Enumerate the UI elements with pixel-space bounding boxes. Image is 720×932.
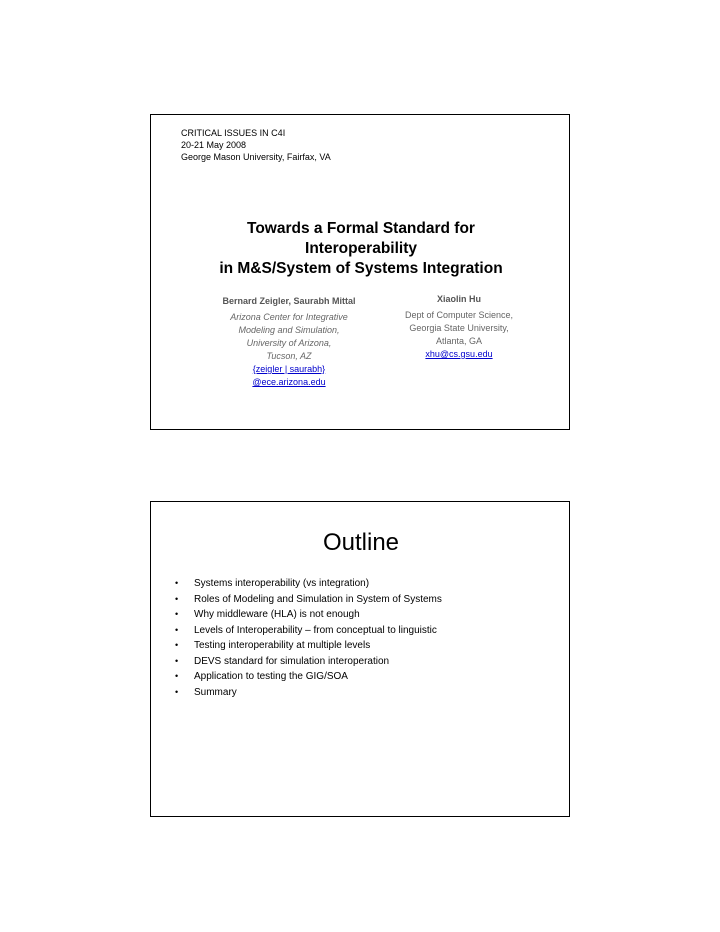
affiliation-line: Atlanta, GA bbox=[435, 336, 483, 346]
affiliation-line: Modeling and Simulation, bbox=[238, 325, 340, 335]
outline-slide bbox=[150, 501, 570, 817]
list-item-text: DEVS standard for simulation interoperation bbox=[194, 655, 390, 667]
email-link[interactable]: xhu@cs.gsu.edu bbox=[425, 349, 493, 359]
list-item-text: Levels of Interoperability – from conceptual to linguistic bbox=[194, 624, 437, 636]
email-link[interactable]: @ece.arizona.edu bbox=[252, 377, 326, 387]
list-item bbox=[175, 607, 442, 623]
list-item bbox=[175, 592, 442, 608]
affiliation-line: Arizona Center for Integrative bbox=[230, 312, 348, 322]
list-item bbox=[175, 669, 442, 685]
title-line: Interoperability bbox=[305, 240, 417, 257]
list-item-text: Roles of Modeling and Simulation in System of Systems bbox=[194, 593, 442, 605]
title-slide bbox=[150, 114, 570, 430]
bullet-icon: • bbox=[175, 686, 179, 697]
author-block-left bbox=[199, 295, 379, 389]
slide-title: Outline bbox=[322, 529, 400, 556]
bullet-icon: • bbox=[175, 671, 179, 681]
bullet-list bbox=[175, 576, 442, 700]
conference-location: George Mason University, Fairfax, VA bbox=[181, 152, 331, 162]
author-name: Xiaolin Hu bbox=[436, 294, 481, 304]
presentation-title bbox=[151, 219, 571, 279]
title-line: in M&S/System of Systems Integration bbox=[219, 260, 503, 277]
author-name: Bernard Zeigler, Saurabh Mittal bbox=[222, 296, 356, 306]
title-line: Towards a Formal Standard for bbox=[247, 220, 475, 237]
conference-name: CRITICAL ISSUES IN C4I bbox=[181, 128, 286, 138]
list-item-text: Summary bbox=[194, 686, 237, 698]
list-item-text: Application to testing the GIG/SOA bbox=[194, 671, 348, 682]
list-item bbox=[175, 685, 442, 701]
bullet-icon: • bbox=[175, 624, 179, 635]
affiliation-line: Tucson, AZ bbox=[266, 351, 312, 361]
author-block-right bbox=[369, 293, 549, 361]
bullet-icon: • bbox=[175, 640, 179, 650]
bullet-icon: • bbox=[175, 578, 179, 588]
affiliation-line: Georgia State University, bbox=[409, 323, 509, 333]
affiliation-line: University of Arizona, bbox=[246, 338, 332, 348]
list-item-text: Testing interoperability at multiple levels bbox=[194, 640, 371, 651]
list-item-text: Why middleware (HLA) is not enough bbox=[194, 609, 360, 620]
bullet-icon: • bbox=[175, 593, 179, 604]
list-item bbox=[175, 654, 442, 670]
list-item bbox=[175, 638, 442, 654]
bullet-icon: • bbox=[175, 655, 179, 666]
list-item bbox=[175, 576, 442, 592]
list-item bbox=[175, 623, 442, 639]
list-item-text: Systems interoperability (vs integration) bbox=[194, 578, 370, 589]
bullet-icon: • bbox=[175, 609, 179, 619]
affiliation-line: Dept of Computer Science, bbox=[404, 310, 514, 320]
email-link[interactable]: {zeigler | saurabh} bbox=[252, 364, 326, 374]
conference-header bbox=[181, 127, 331, 163]
conference-date: 20-21 May 2008 bbox=[181, 140, 247, 150]
